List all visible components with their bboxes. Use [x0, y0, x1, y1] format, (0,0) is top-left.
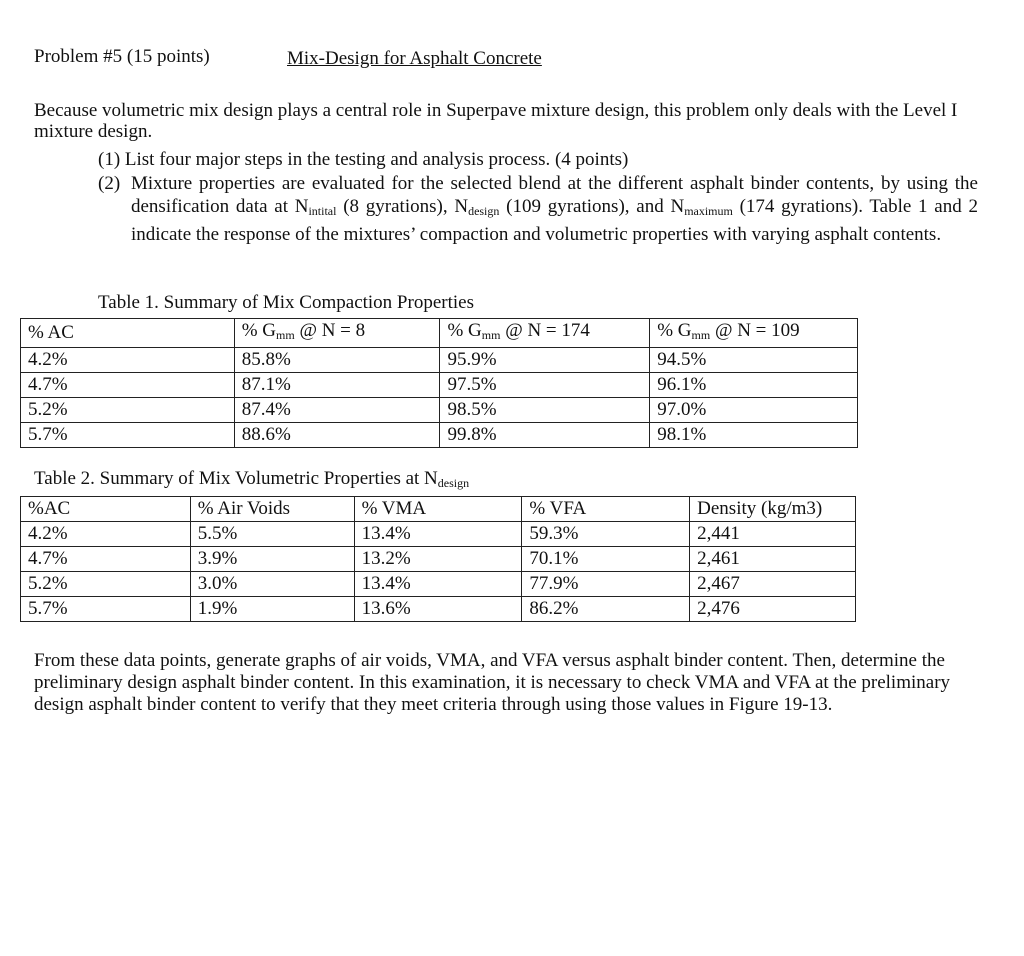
question-item-1: (1) List four major steps in the testing and analysis process. (4 points)	[98, 149, 629, 170]
table-cell: 85.8%	[234, 348, 440, 373]
table-cell: 4.2%	[21, 522, 191, 547]
table1-header-n174: % $G_{mm}$ @ N = 174	[440, 319, 650, 348]
table-cell: 70.1%	[522, 547, 690, 572]
table-cell: 3.0%	[190, 572, 354, 597]
problem-label: Problem #5 (15 points)	[34, 46, 210, 67]
table-cell: 97.5%	[440, 373, 650, 398]
table-cell: 13.2%	[354, 547, 522, 572]
table-cell: 95.9%	[440, 348, 650, 373]
table-cell: 98.5%	[440, 398, 650, 423]
table1-compaction	[20, 318, 858, 448]
table-cell: 2,467	[690, 572, 856, 597]
table-cell: 13.6%	[354, 597, 522, 622]
table-cell: 5.2%	[21, 572, 191, 597]
table-cell: 13.4%	[354, 522, 522, 547]
table-cell: 88.6%	[234, 423, 440, 448]
table-row	[21, 597, 856, 622]
table-cell: 96.1%	[650, 373, 858, 398]
table1-caption: Table 1. Summary of Mix Compaction Properties	[98, 292, 474, 313]
table-cell: 1.9%	[190, 597, 354, 622]
question-item-2-text: Mixture properties are evaluated for the selected blend at the different asphalt binder contents, by using the densification data at $N_{intital}$ (8 gyrations), $N_{design}$ (109 gyrations), and $N_{maximum}$ (174 gyrations). Table 1 and 2 indicate the response of the mixtures’ compaction and volumetric properties with varying asphalt contents.	[131, 173, 978, 245]
table2-header-cell: % Air Voids	[190, 497, 354, 522]
table1-header-row	[21, 319, 858, 348]
table-row	[21, 373, 858, 398]
table-row	[21, 348, 858, 373]
table2-volumetric	[20, 496, 856, 622]
table-cell: 77.9%	[522, 572, 690, 597]
table-row	[21, 423, 858, 448]
table-row	[21, 572, 856, 597]
table2-caption: Table 2. Summary of Mix Volumetric Properties at $N_{design}$	[34, 468, 470, 490]
table-cell: 99.8%	[440, 423, 650, 448]
table-cell: 4.7%	[21, 373, 235, 398]
table-cell: 94.5%	[650, 348, 858, 373]
intro-paragraph: Because volumetric mix design plays a central role in Superpave mixture design, this problem only deals with the Level I mixture design.	[34, 100, 958, 142]
table-cell: 5.2%	[21, 398, 235, 423]
table-cell: 59.3%	[522, 522, 690, 547]
table-cell: 13.4%	[354, 572, 522, 597]
table2-header-cell: % VMA	[354, 497, 522, 522]
table-cell: 87.4%	[234, 398, 440, 423]
table-cell: 3.9%	[190, 547, 354, 572]
table-cell: 5.7%	[21, 597, 191, 622]
table-cell: 4.2%	[21, 348, 235, 373]
table-row	[21, 398, 858, 423]
question-item-2	[98, 172, 978, 246]
table-cell: 86.2%	[522, 597, 690, 622]
problem-topic: Mix-Design for Asphalt Concrete	[287, 48, 542, 69]
table1-header-n8: % $G_{mm}$ @ N = 8	[234, 319, 440, 348]
table-cell: 97.0%	[650, 398, 858, 423]
table-cell: 4.7%	[21, 547, 191, 572]
table-cell: 2,461	[690, 547, 856, 572]
table-cell: 2,441	[690, 522, 856, 547]
table-cell: 5.5%	[190, 522, 354, 547]
table-cell: 5.7%	[21, 423, 235, 448]
table-row	[21, 547, 856, 572]
table2-header-cell: Density (kg/m3)	[690, 497, 856, 522]
table-row	[21, 522, 856, 547]
table2-header-cell: % VFA	[522, 497, 690, 522]
closing-paragraph: From these data points, generate graphs of air voids, VMA, and VFA versus asphalt binder content. Then, determine the preliminary design asphalt binder content. In this examination, it is necessary to check VMA and VFA at the preliminary design asphalt binder content to verify that they meet criteria through using those values in Figure 19-13.	[34, 650, 951, 715]
table-cell: 98.1%	[650, 423, 858, 448]
question-item-2-number: (2)	[98, 173, 121, 194]
table-cell: 87.1%	[234, 373, 440, 398]
table2-header-cell: %AC	[21, 497, 191, 522]
table1-header-ac: % AC	[21, 319, 235, 348]
table-cell: 2,476	[690, 597, 856, 622]
table2-header-row	[21, 497, 856, 522]
table1-header-n109: % $G_{mm}$ @ N = 109	[650, 319, 858, 348]
